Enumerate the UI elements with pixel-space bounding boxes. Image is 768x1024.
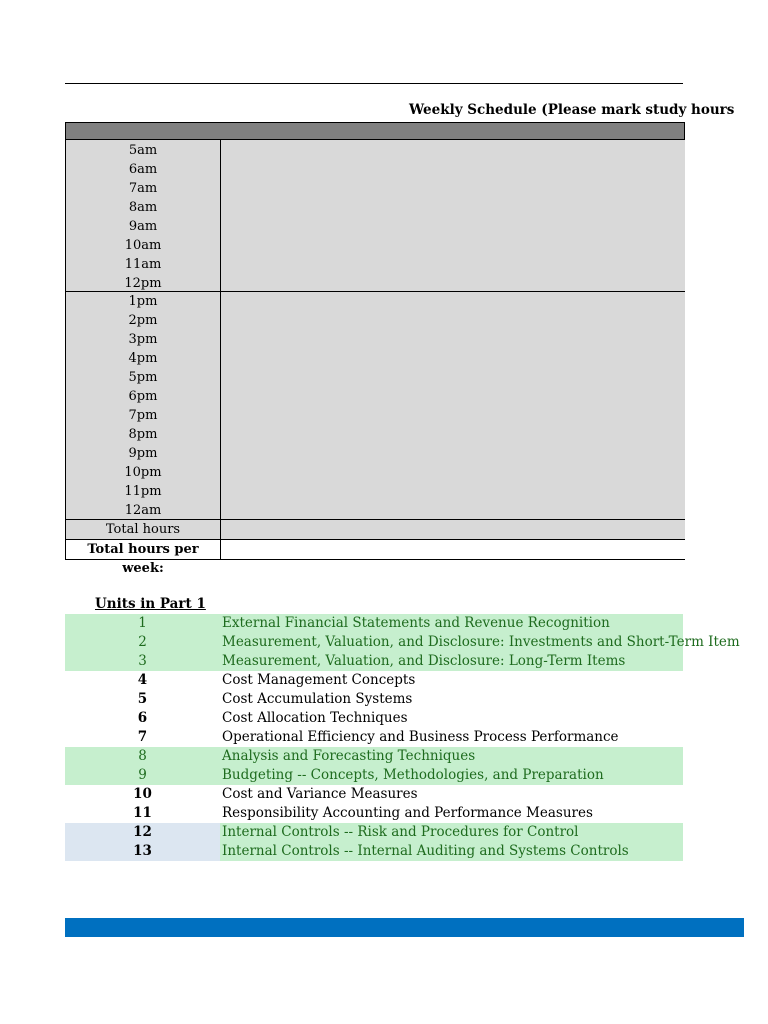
pm-time-column <box>66 292 221 520</box>
schedule-title: Weekly Schedule (Please mark study hours <box>409 102 735 118</box>
unit-row <box>65 747 683 766</box>
unit-title: Cost and Variance Measures <box>222 786 418 802</box>
am-time-label: 12pm <box>124 276 162 291</box>
total-hours-per-week-row <box>66 540 685 576</box>
unit-row <box>65 766 683 785</box>
am-time-label: 11am <box>124 257 162 272</box>
unit-row <box>65 823 683 842</box>
unit-title: Cost Accumulation Systems <box>222 691 413 707</box>
unit-title: Cost Allocation Techniques <box>222 710 408 726</box>
unit-row <box>65 709 683 728</box>
total-hours-label: Total hours <box>66 520 221 539</box>
schedule-grid <box>65 140 685 576</box>
unit-number: 2 <box>138 634 147 650</box>
unit-title: Measurement, Valuation, and Disclosure: Long-Term Items <box>222 653 626 669</box>
schedule-header-band <box>65 122 685 140</box>
unit-number: 5 <box>137 691 148 707</box>
unit-title: Budgeting -- Concepts, Methodologies, and Preparation <box>222 767 604 783</box>
unit-title: Internal Controls -- Risk and Procedures for Control <box>220 823 683 842</box>
am-time-column <box>66 140 221 293</box>
unit-number: 12 <box>65 823 220 842</box>
unit-row <box>65 671 683 690</box>
unit-number: 3 <box>138 653 147 669</box>
unit-title: Internal Controls -- Internal Auditing and Systems Controls <box>220 842 683 861</box>
unit-title: Responsibility Accounting and Performance Measures <box>222 805 593 821</box>
unit-row <box>65 690 683 709</box>
unit-title: External Financial Statements and Revenue Recognition <box>222 615 610 631</box>
unit-number: 11 <box>133 805 152 821</box>
total-hours-row <box>66 520 685 540</box>
unit-number: 8 <box>138 748 147 764</box>
unit-row <box>65 785 683 804</box>
unit-number: 1 <box>138 615 147 631</box>
unit-number: 7 <box>137 729 148 745</box>
unit-title: Cost Management Concepts <box>222 672 416 688</box>
pm-time-label: 11pm <box>124 484 162 499</box>
am-time-label: 7am <box>128 181 158 196</box>
units-heading: Units in Part 1 <box>95 596 206 612</box>
unit-row <box>65 842 683 861</box>
am-time-label: 9am <box>128 219 158 234</box>
total-per-week-label: Total hours per week: <box>66 540 221 559</box>
pm-time-label: 4pm <box>128 351 158 366</box>
am-time-label: 10am <box>124 238 162 253</box>
am-time-label: 6am <box>128 162 158 177</box>
pm-time-label: 10pm <box>124 465 162 480</box>
footer-bar <box>65 918 744 937</box>
unit-number: 6 <box>137 710 148 726</box>
unit-title: Operational Efficiency and Business Process Performance <box>222 729 619 745</box>
unit-number: 9 <box>138 767 147 783</box>
pm-time-label: 1pm <box>128 294 158 309</box>
am-time-label: 8am <box>128 200 158 215</box>
units-list <box>65 614 740 861</box>
unit-row <box>65 633 740 652</box>
am-block <box>66 140 685 292</box>
unit-title: Measurement, Valuation, and Disclosure: Investments and Short-Term Item <box>222 634 740 650</box>
pm-time-label: 12am <box>124 503 162 518</box>
unit-number: 13 <box>65 842 220 861</box>
pm-time-label: 6pm <box>128 389 158 404</box>
unit-title: Analysis and Forecasting Techniques <box>222 748 476 764</box>
unit-row <box>65 652 683 671</box>
pm-time-label: 7pm <box>128 408 158 423</box>
pm-time-label: 5pm <box>128 370 158 385</box>
unit-number: 10 <box>133 786 152 802</box>
pm-time-label: 8pm <box>128 427 158 442</box>
unit-number: 4 <box>137 672 148 688</box>
am-study-cells[interactable] <box>221 140 685 291</box>
pm-time-label: 2pm <box>128 313 158 328</box>
pm-time-label: 3pm <box>128 332 158 347</box>
am-time-label: 5am <box>128 143 158 158</box>
unit-row <box>65 804 683 823</box>
pm-block <box>66 292 685 520</box>
unit-row <box>65 614 683 633</box>
pm-study-cells[interactable] <box>221 292 685 519</box>
pm-time-label: 9pm <box>128 446 158 461</box>
unit-row <box>65 728 683 747</box>
